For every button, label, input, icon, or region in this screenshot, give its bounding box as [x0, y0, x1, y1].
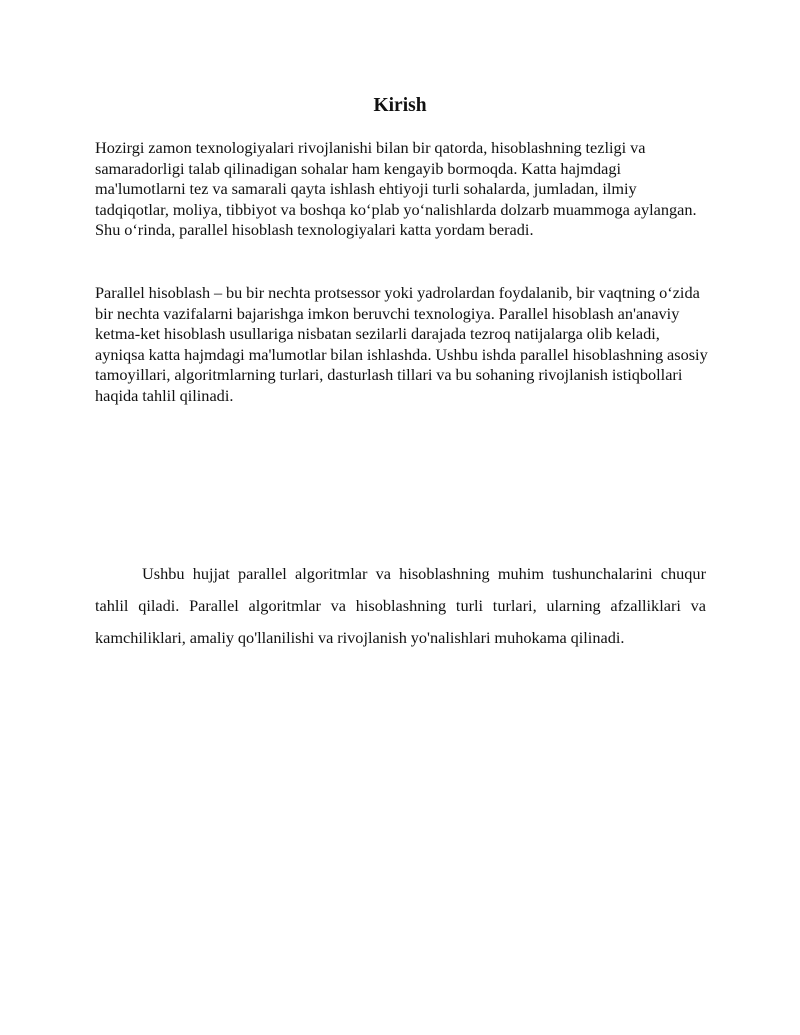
paragraph-intro: Hozirgi zamon texnologiyalari rivojlanishi bilan bir qatorda, hisoblashning tezligi va samaradorligi talab qilinadigan sohalar ham kengayib bormoqda. Katta hajmdagi ma'lumotlarni tez va samarali qayta ishlash ehtiyoji turli sohalarda, jumladan, ilmiy tadqiqotlar, moliya, tibbiyot va boshqa ko‘plab yo‘nalishlarda dolzarb muammoga aylangan. Shu o‘rinda, parallel hisoblash texnologiyalari katta yordam beradi. [95, 138, 697, 239]
paragraph-parallel-computing: Parallel hisoblash – bu bir nechta protsessor yoki yadrolardan foydalanib, bir vaqtning o‘zida bir nechta vazifalarni bajarishga imkon beruvchi texnologiya. Parallel hisoblash an'anaviy ketma-ket hisoblash usullariga nisbatan sezilarli darajada tezroq natijalarga olib keladi, ayniqsa katta hajmdagi ma'lumotlar bilan ishlashda. Ushbu ishda parallel hisoblashning asosiy tamoyillari, algoritmlarning turlari, dasturlash tillari va bu sohaning rivojlanish istiqbollari haqida tahlil qilinadi. [95, 283, 708, 405]
page-title: Kirish [373, 95, 427, 116]
paragraph-summary: Ushbu hujjat parallel algoritmlar va hisoblashning muhim tushunchalarini chuqur tahlil qiladi. Parallel algoritmlar va hisoblashning turli turlari, ularning afzalliklari va kamchiliklari, amaliy qo'llanilishi va rivojlanish yo'nalishlari muhokama qilinadi. [95, 564, 706, 647]
